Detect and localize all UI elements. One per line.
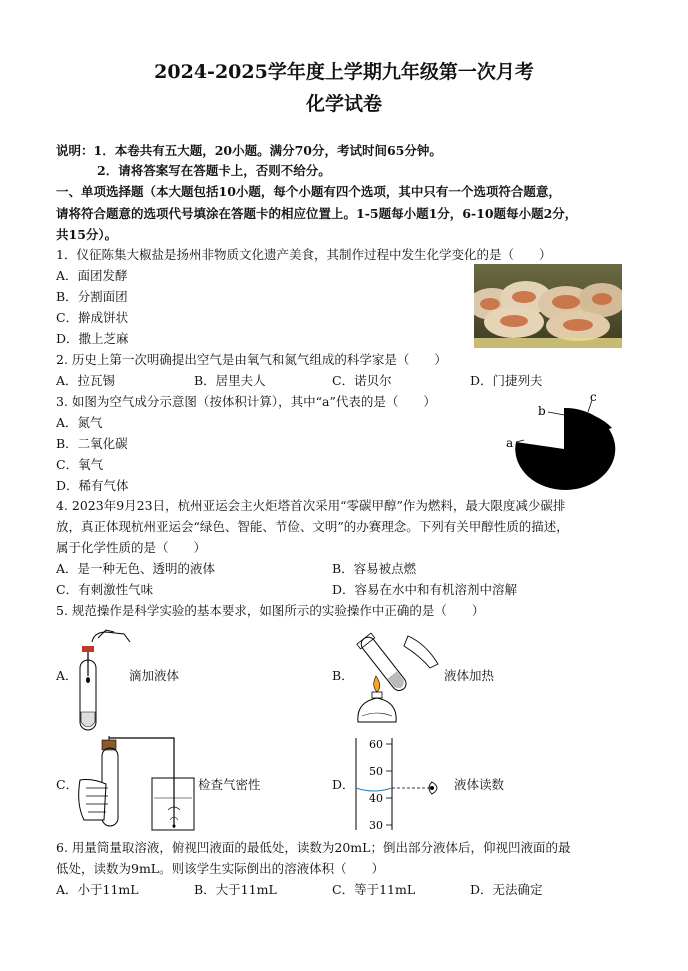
note-line-1: 说明：1．本卷共有五大题，20小题。满分70分，考试时间65分钟。 — [56, 143, 442, 158]
dropper-diagram — [72, 620, 132, 732]
exam-subtitle: 化学试卷 — [305, 93, 382, 115]
q4-option-c: C．有刺激性气味 — [56, 582, 154, 597]
q4-line-3: 属于化学性质的是（ ） — [56, 540, 207, 555]
q1-option-a: A．面团发酵 — [56, 268, 128, 283]
section1-line-1: 一、单项选择题（本大题包括10小题，每个小题有四个选项，其中只有一个选项符合题意， — [56, 184, 561, 199]
q5-option-c-label: 检查气密性 — [198, 777, 261, 792]
section1-line-3: 共15分）。 — [56, 227, 118, 242]
q3-stem: 3. 如图为空气成分示意图（按体积计算），其中“a”代表的是（ ） — [56, 394, 436, 409]
pie-label-a: a — [506, 436, 514, 450]
q3-option-d: D．稀有气体 — [56, 478, 129, 493]
pie-label-b: b — [538, 404, 546, 418]
tick-60: 60 — [369, 738, 383, 751]
section1-line-2: 请将符合题意的选项代号填涂在答题卡的相应位置上。1-5题每小题1分，6-10题每小题2分， — [56, 206, 578, 221]
q1-option-c: C．擀成饼状 — [56, 310, 129, 325]
q4-option-d: D．容易在水中和有机溶剂中溶解 — [332, 582, 518, 597]
tick-40: 40 — [369, 792, 383, 805]
airtightness-diagram — [74, 734, 196, 834]
q6-option-a: A．小于11mL — [56, 882, 139, 897]
q4-line-2: 放，真正体现杭州亚运会“绿色、智能、节俭、文明”的办赛理念。下列有关甲醇性质的描述， — [56, 519, 569, 534]
q5-option-a-label: 滴加液体 — [129, 668, 180, 683]
pie-label-c: c — [590, 390, 597, 404]
q2-option-d: D．门捷列夫 — [470, 373, 543, 388]
q1-option-b: B．分割面团 — [56, 289, 128, 304]
q5-option-a-letter: A． — [56, 668, 78, 683]
q3-option-a: A．氮气 — [56, 415, 103, 430]
q1-stem: 1．仪征陈集大椒盐是扬州非物质文化遗产美食，其制作过程中发生化学变化的是（ ） — [56, 247, 552, 262]
q1-option-d: D．撒上芝麻 — [56, 331, 129, 346]
q5-stem: 5. 规范操作是科学实验的基本要求，如图所示的实验操作中正确的是（ ） — [56, 603, 485, 618]
flatbread-photo — [474, 264, 622, 348]
q6-option-b: B．大于11mL — [194, 882, 277, 897]
q5-option-c-letter: C． — [56, 777, 79, 792]
q5-option-d-letter: D． — [332, 777, 355, 792]
q4-line-1: 4. 2023年9月23日，杭州亚运会主火炬塔首次采用“零碳甲醇”作为燃料，最大限度减少碳排 — [56, 498, 566, 513]
heating-diagram — [346, 624, 446, 724]
air-composition-pie — [498, 390, 623, 490]
exam-title: 2024-2025学年度上学期九年级第一次月考 — [154, 61, 534, 83]
q6-line-1: 6. 用量筒量取溶液，俯视凹液面的最低处，读数为20mL；倒出部分液体后，仰视凹液面的最 — [56, 840, 571, 855]
tick-50: 50 — [369, 765, 383, 778]
tick-30: 30 — [369, 819, 383, 832]
q3-option-b: B．二氧化碳 — [56, 436, 128, 451]
q3-option-c: C．氧气 — [56, 457, 104, 472]
q2-option-a: A．拉瓦锡 — [56, 373, 116, 388]
q6-option-c: C．等于11mL — [332, 882, 416, 897]
q2-stem: 2. 历史上第一次明确提出空气是由氧气和氮气组成的科学家是（ ） — [56, 352, 447, 367]
q5-option-d-label: 液体读数 — [454, 777, 505, 792]
q4-option-b: B．容易被点燃 — [332, 561, 417, 576]
q4-option-a: A．是一种无色、透明的液体 — [56, 561, 216, 576]
note-line-2: 2．请将答案写在答题卡上，否则不给分。 — [97, 163, 331, 178]
q6-line-2: 低处，读数为9mL。则该学生实际倒出的溶液体积（ ） — [56, 861, 385, 876]
cylinder-reading-diagram — [346, 736, 454, 832]
q2-option-b: B．居里夫人 — [194, 373, 266, 388]
q5-option-b-label: 液体加热 — [444, 668, 495, 683]
q6-option-d: D．无法确定 — [470, 882, 543, 897]
q5-option-b-letter: B． — [332, 668, 354, 683]
q2-option-c: C．诺贝尔 — [332, 373, 392, 388]
